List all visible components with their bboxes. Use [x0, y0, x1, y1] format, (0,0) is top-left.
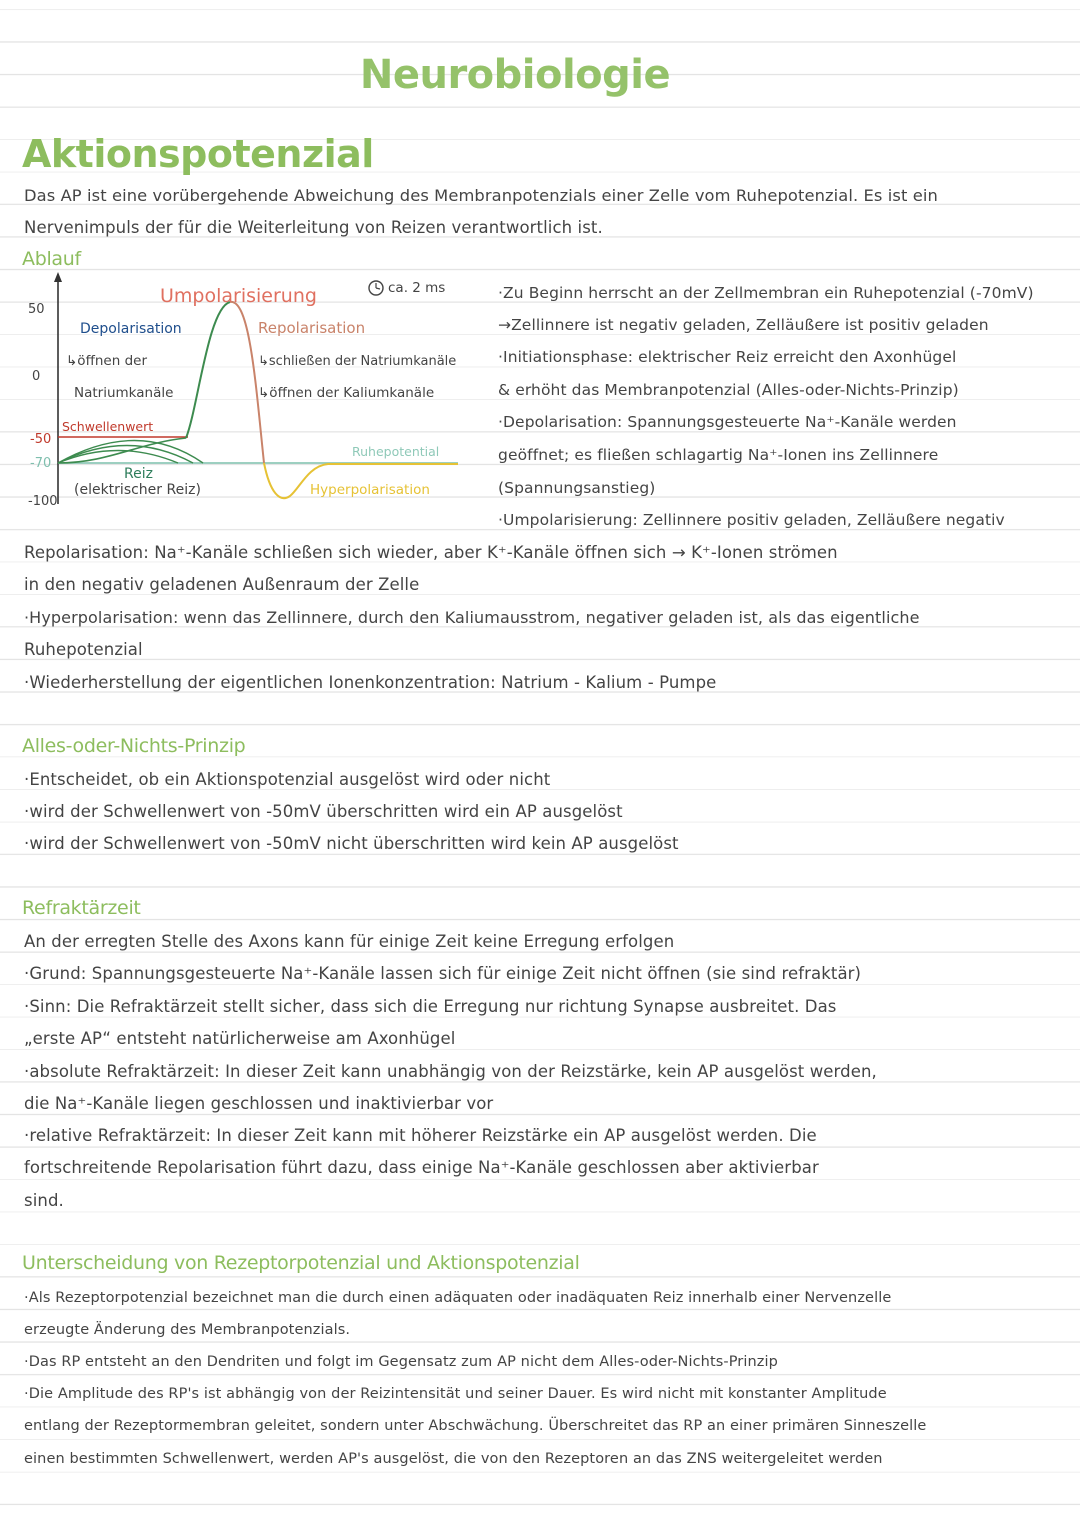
section-heading-aktionspotenzial: Aktionspotenzial — [22, 132, 374, 176]
label-depolarisation: Depolarisation — [80, 321, 182, 337]
label-reiz-note: (elektrischer Reiz) — [74, 482, 201, 498]
y-axis-arrow — [54, 272, 62, 282]
tick-label-minus50: -50 — [30, 432, 52, 447]
label-repol-note: ↳schließen der Natriumkanäle — [258, 354, 457, 369]
refraktaer-line: ·relative Refraktärzeit: In dieser Zeit kann mit höherer Reizstärke ein AP ausgelöst werden. Die — [24, 1126, 817, 1145]
unterscheidung-line: einen bestimmten Schwellenwert, werden AP's ausgelöst, die von den Rezeptoren an das ZNS weitergeleitet werden — [24, 1451, 883, 1467]
ablauf-line: (Spannungsanstieg) — [498, 479, 656, 497]
label-schwellenwert: Schwellenwert — [62, 419, 154, 434]
ablauf-line: ·Umpolarisierung: Zellinnere positiv geladen, Zelläußere negativ — [498, 511, 1005, 529]
clock-icon — [369, 281, 383, 295]
stimulus-curve — [58, 451, 178, 464]
ablauf-line: ·Zu Beginn herrscht an der Zellmembran ein Ruhepotenzial (-70mV) — [498, 284, 1034, 302]
stimulus-curve — [58, 441, 203, 464]
label-depol-note: ↳öffnen der — [66, 353, 148, 369]
ablauf-line: →Zellinnere ist negativ geladen, Zelläußere ist positiv geladen — [498, 316, 989, 334]
ablauf-line: geöffnet; es fließen schlagartig Na⁺-Ionen ins Zellinnere — [498, 446, 939, 464]
refraktaer-line: An der erregten Stelle des Axons kann für einige Zeit keine Erregung erfolgen — [24, 932, 675, 951]
subheading-unterscheidung: Unterscheidung von Rezeptorpotenzial und Aktionspotenzial — [22, 1252, 580, 1274]
refraktaer-line: ·Sinn: Die Refraktärzeit stellt sicher, dass sich die Erregung nur richtung Synapse ausbreitet. Das — [24, 997, 837, 1016]
unterscheidung-line: ·Das RP entsteht an den Dendriten und folgt im Gegensatz zum AP nicht dem Alles-oder-Nichts-Prinzip — [24, 1354, 778, 1370]
tick-label-50: 50 — [28, 302, 45, 317]
refraktaer-line: fortschreitende Repolarisation führt dazu, dass einige Na⁺-Kanäle geschlossen aber aktivierbar — [24, 1158, 819, 1177]
ablauf-line: in den negativ geladenen Außenraum der Zelle — [24, 575, 420, 594]
action-potential-diagram — [18, 268, 493, 518]
tick-label-minus100: -100 — [28, 494, 58, 509]
ablauf-line: & erhöht das Membranpotenzial (Alles-oder-Nichts-Prinzip) — [498, 381, 959, 399]
tick-label-0: 0 — [32, 369, 41, 384]
label-umpolarisierung: Umpolarisierung — [160, 285, 317, 307]
unterscheidung-line: ·Die Amplitude des RP's ist abhängig von der Reizintensität und seiner Dauer. Es wird nicht mit konstanter Amplitude — [24, 1386, 887, 1402]
ablauf-line: Repolarisation: Na⁺-Kanäle schließen sich wieder, aber K⁺-Kanäle öffnen sich → K⁺-Ionen strömen — [24, 543, 838, 562]
subheading-refraktaerzeit: Refraktärzeit — [22, 897, 141, 919]
ablauf-line: ·Wiederherstellung der eigentlichen Ionenkonzentration: Natrium - Kalium - Pumpe — [24, 673, 717, 692]
label-ruhepotential: Ruhepotential — [352, 444, 440, 459]
refraktaer-line: ·absolute Refraktärzeit: In dieser Zeit kann unabhängig von der Reizstärke, kein AP ausgelöst werden, — [24, 1062, 877, 1081]
label-repolarisation: Repolarisation — [258, 319, 366, 337]
subheading-alles-oder-nichts: Alles-oder-Nichts-Prinzip — [22, 735, 246, 757]
ablauf-line: Ruhepotenzial — [24, 640, 143, 659]
tick-label-minus70: -70 — [30, 456, 52, 471]
alles-line: ·wird der Schwellenwert von -50mV überschritten wird ein AP ausgelöst — [24, 802, 623, 821]
intro-line: Nervenimpuls der für die Weiterleitung von Reizen verantwortlich ist. — [24, 218, 603, 237]
alles-line: ·wird der Schwellenwert von -50mV nicht überschritten wird kein AP ausgelöst — [24, 834, 679, 853]
ablauf-line: ·Initiationsphase: elektrischer Reiz erreicht den Axonhügel — [498, 348, 957, 366]
intro-line: Das AP ist eine vorübergehende Abweichung des Membranpotenzials einer Zelle vom Ruhepotenzial. Es ist ein — [24, 186, 938, 205]
ablauf-line: ·Depolarisation: Spannungsgesteuerte Na⁺-Kanäle werden — [498, 413, 957, 431]
upstroke-curve — [186, 302, 230, 438]
label-hyperpolarisation: Hyperpolarisation — [310, 482, 430, 498]
alles-line: ·Entscheidet, ob ein Aktionspotenzial ausgelöst wird oder nicht — [24, 770, 551, 789]
subheading-ablauf: Ablauf — [22, 248, 81, 270]
refraktaer-line: „erste AP“ entsteht natürlicherweise am Axonhügel — [24, 1029, 456, 1048]
page-title: Neurobiologie — [359, 52, 671, 98]
unterscheidung-line: entlang der Rezeptormembran geleitet, sondern unter Abschwächung. Überschreitet das RP an einer primären Sinneszelle — [24, 1418, 927, 1434]
label-repol-note: ↳öffnen der Kaliumkanäle — [258, 385, 435, 401]
time-label: ca. 2 ms — [388, 280, 446, 296]
label-reiz: Reiz — [124, 466, 153, 482]
refraktaer-line: die Na⁺-Kanäle liegen geschlossen und inaktivierbar vor — [24, 1094, 494, 1113]
refraktaer-line: ·Grund: Spannungsgesteuerte Na⁺-Kanäle lassen sich für einige Zeit nicht öffnen (sie sind refraktär) — [24, 964, 862, 983]
label-depol-note: Natriumkanäle — [74, 385, 174, 401]
refraktaer-line: sind. — [24, 1191, 64, 1210]
unterscheidung-line: erzeugte Änderung des Membranpotenzials. — [24, 1322, 351, 1338]
unterscheidung-line: ·Als Rezeptorpotenzial bezeichnet man die durch einen adäquaten oder inadäquaten Reiz innerhalb einer Nervenzelle — [24, 1290, 892, 1306]
ablauf-line: ·Hyperpolarisation: wenn das Zellinnere, durch den Kaliumausstrom, negativer geladen ist, als das eigentliche — [24, 608, 920, 627]
